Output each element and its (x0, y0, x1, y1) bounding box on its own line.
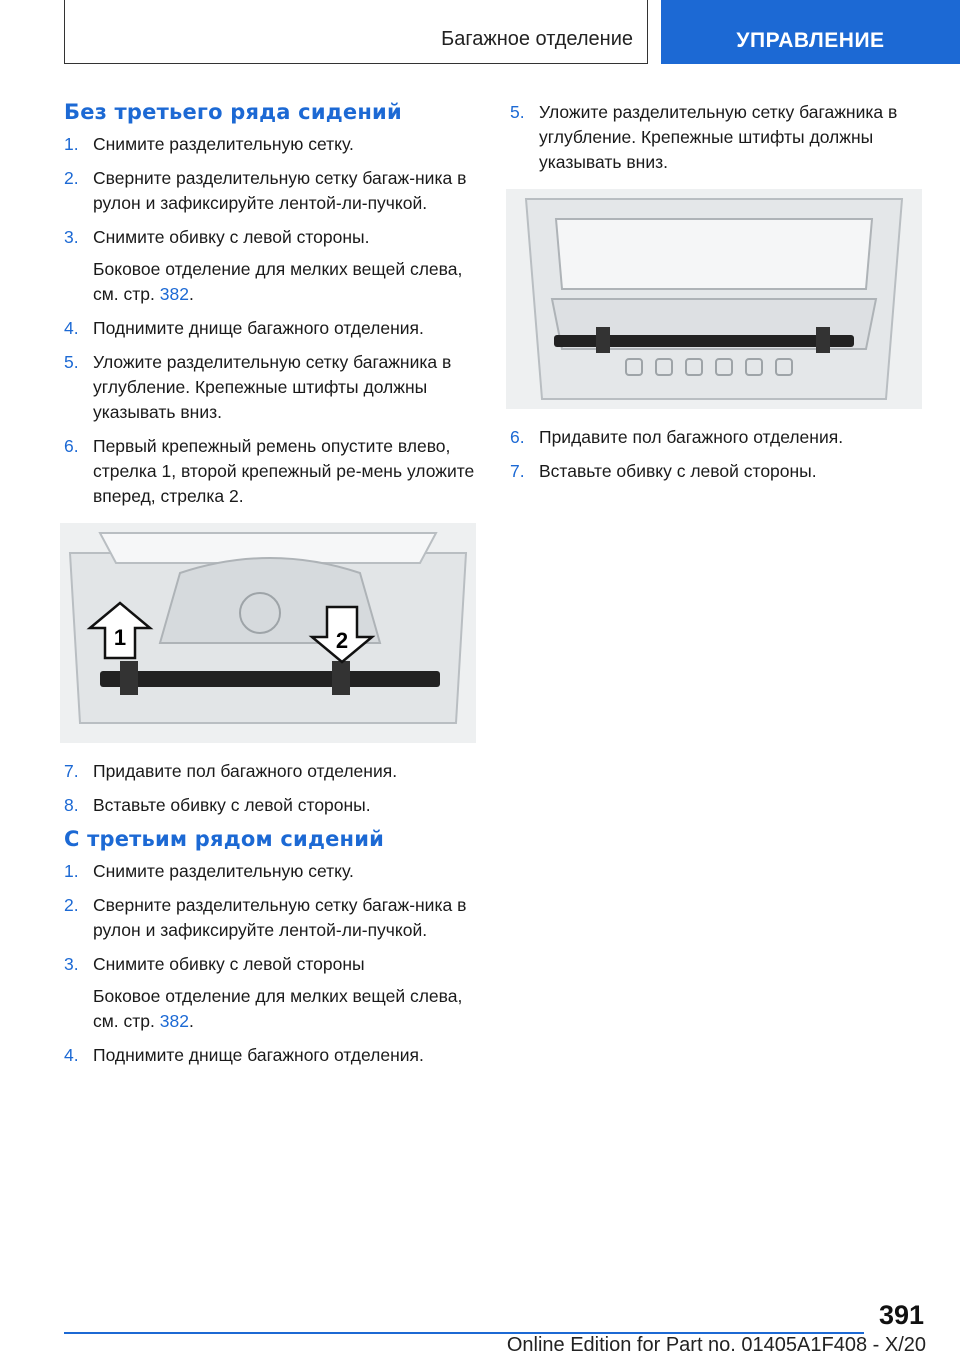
list-item (64, 893, 476, 943)
steps-list-c (510, 100, 922, 175)
note-side-compartment: Боковое отделение для мелких вещей слева, см. стр. 382. (93, 259, 463, 304)
steps-list-c-cont (510, 425, 922, 484)
chapter-tab[interactable]: УПРАВЛЕНИЕ (661, 0, 960, 64)
section-heading-with-third-row: С третьим рядом сидений (64, 827, 385, 851)
step-text: Первый крепежный ремень опустите влево, стрелка 1, второй крепежный ре-мень уложите вперед, стрелка 2. (93, 436, 475, 506)
steps-list-a2 (64, 759, 476, 818)
arrow-label-2: 2 (335, 628, 349, 653)
page-number: 391 (878, 1300, 924, 1330)
list-item (64, 166, 476, 216)
list-item (510, 100, 922, 175)
step-text: Снимите обивку с левой стороны. (93, 227, 370, 247)
step-number: 3. (64, 227, 79, 247)
step-number: 8. (64, 795, 79, 815)
step-text: Поднимите днище багажного отделения. (93, 318, 424, 338)
list-item (64, 859, 476, 884)
steps-list-a (64, 132, 476, 250)
step-text: Придавите пол багажного отделения. (93, 761, 398, 781)
steps-list-a-cont (64, 316, 476, 509)
step-text: Уложите разделительную сетку багажника в углубление. Крепежные штифты должны указывать вниз. (93, 352, 452, 422)
step-number: 1. (64, 861, 79, 881)
step-number: 4. (64, 1045, 79, 1065)
steps-list-b (64, 859, 476, 977)
edition-footer: Online Edition for Part no. 01405A1F408 - X/20 (506, 1334, 926, 1356)
list-item (64, 316, 476, 341)
note-text: Боковое отделение для мелких вещей слева, см. стр. (93, 986, 463, 1031)
trunk-illustration-net (506, 189, 922, 409)
list-item (64, 132, 476, 157)
note-text: Боковое отделение для мелких вещей слева, см. стр. (93, 259, 463, 304)
step-number: 6. (510, 427, 525, 447)
step-number: 3. (64, 954, 79, 974)
steps-list-b-cont (64, 1043, 476, 1068)
step-text: Уложите разделительную сетку багажника в углубление. Крепежные штифты должны указывать вниз. (539, 102, 898, 172)
step-number: 6. (64, 436, 79, 456)
step-number: 5. (64, 352, 79, 372)
list-item (64, 434, 476, 509)
section-title: Багажное отделение (441, 28, 633, 50)
right-column (510, 100, 922, 493)
page-link[interactable]: 382 (159, 284, 189, 304)
step-number: 5. (510, 102, 525, 122)
list-item (64, 350, 476, 425)
left-column (64, 100, 476, 1077)
section-heading-without-third-row: Без третьего ряда сидений (64, 100, 402, 124)
header-box (64, 0, 648, 64)
list-item (64, 759, 476, 784)
step-number: 2. (64, 895, 79, 915)
list-item (64, 793, 476, 818)
list-item (510, 425, 922, 450)
page-link[interactable]: 382 (159, 1011, 189, 1031)
step-text: Снимите разделительную сетку. (93, 861, 354, 881)
step-number: 7. (64, 761, 79, 781)
step-text: Вставьте обивку с левой стороны. (539, 461, 817, 481)
step-number: 7. (510, 461, 525, 481)
list-item (64, 225, 476, 250)
step-text: Поднимите днище багажного отделения. (93, 1045, 424, 1065)
step-text: Вставьте обивку с левой стороны. (93, 795, 371, 815)
trunk-illustration-arrows (60, 523, 476, 743)
list-item (64, 952, 476, 977)
step-text: Придавите пол багажного отделения. (539, 427, 844, 447)
list-item (64, 1043, 476, 1068)
step-number: 2. (64, 168, 79, 188)
step-text: Снимите разделительную сетку. (93, 134, 354, 154)
step-number: 4. (64, 318, 79, 338)
step-text: Сверните разделительную сетку багаж-ника в рулон и зафиксируйте лентой-ли-пучкой. (93, 895, 467, 940)
note-side-compartment-2: Боковое отделение для мелких вещей слева, см. стр. 382. (93, 986, 463, 1031)
step-text: Сверните разделительную сетку багаж-ника в рулон и зафиксируйте лентой-ли-пучкой. (93, 168, 467, 213)
step-text: Снимите обивку с левой стороны (93, 954, 365, 974)
step-number: 1. (64, 134, 79, 154)
arrow-label-1: 1 (113, 625, 127, 650)
list-item (510, 459, 922, 484)
